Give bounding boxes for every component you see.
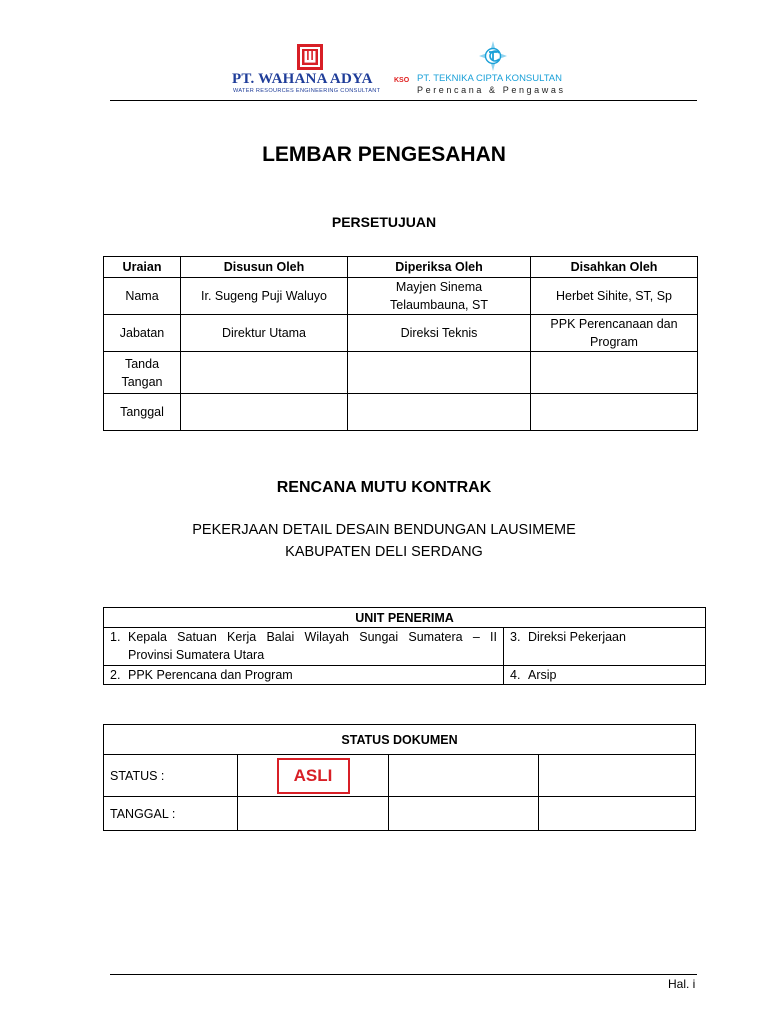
item-number: 4. — [510, 668, 521, 682]
item-text: Provinsi Sumatera Utara — [128, 648, 265, 662]
table-header-row — [104, 725, 696, 755]
row-label: Tanda Tangan — [104, 352, 181, 394]
approval-table — [103, 256, 698, 431]
table-cell: Ir. Sugeng Puji Waluyo — [181, 278, 348, 315]
wahana-w-icon — [296, 43, 324, 71]
status-header: STATUS DOKUMEN — [104, 725, 696, 755]
teknika-tc-icon — [476, 40, 510, 72]
table-row — [104, 755, 696, 797]
document-title: LEMBAR PENGESAHAN — [262, 143, 506, 166]
item-text: Arsip — [528, 668, 557, 682]
company2-name: PT. TEKNIKA CIPTA KONSULTAN — [417, 73, 563, 84]
status-table — [103, 724, 696, 831]
project-name-line2: KABUPATEN DELI SERDANG — [285, 544, 483, 560]
table-cell: Herbet Sihite, ST, Sp — [531, 278, 698, 315]
column-header: Disahkan Oleh — [531, 257, 698, 278]
date-cell — [181, 394, 348, 431]
list-item — [104, 666, 504, 685]
row-label: Tanggal — [104, 394, 181, 431]
item-number: 2. — [110, 668, 121, 682]
item-text: Direksi Pekerjaan — [528, 630, 626, 644]
table-cell — [539, 797, 696, 831]
page-number: Hal. i — [668, 977, 696, 991]
table-cell: Direksi Teknis — [348, 315, 531, 352]
project-name-line1: PEKERJAAN DETAIL DESAIN BENDUNGAN LAUSIMEME — [192, 522, 576, 538]
plan-title: RENCANA MUTU KONTRAK — [276, 479, 492, 496]
item-number: 3. — [510, 630, 521, 644]
signature-cell — [181, 352, 348, 394]
table-row — [104, 394, 698, 431]
row-label: Nama — [104, 278, 181, 315]
table-row — [104, 278, 698, 315]
item-text: PPK Perencana dan Program — [128, 668, 293, 682]
table-cell: Mayjen Sinema Telaumbauna, ST — [348, 278, 531, 315]
date-cell — [348, 394, 531, 431]
table-row — [104, 315, 698, 352]
status-label: STATUS : — [104, 755, 238, 797]
table-cell — [539, 755, 696, 797]
date-cell — [531, 394, 698, 431]
table-row — [104, 352, 698, 394]
date-label: TANGGAL : — [104, 797, 238, 831]
column-header: Diperiksa Oleh — [348, 257, 531, 278]
status-stamp: ASLI — [277, 758, 350, 794]
table-cell — [389, 755, 539, 797]
company2-tagline: Perencana & Pengawas — [417, 85, 566, 95]
table-cell — [389, 797, 539, 831]
recipients-header: UNIT PENERIMA — [104, 608, 706, 628]
recipients-table — [103, 607, 706, 685]
header-divider — [110, 100, 697, 101]
footer-divider — [110, 974, 697, 975]
column-header: Uraian — [104, 257, 181, 278]
table-header-row — [104, 608, 706, 628]
signature-cell — [348, 352, 531, 394]
signature-cell — [531, 352, 698, 394]
company1-name: PT. WAHANA ADYA — [232, 71, 373, 87]
table-cell: PPK Perencanaan dan Program — [531, 315, 698, 352]
item-number: 1. — [110, 630, 121, 644]
table-cell: Direktur Utama — [181, 315, 348, 352]
list-item — [504, 628, 706, 666]
list-item — [104, 628, 504, 666]
letterhead — [232, 40, 572, 98]
table-cell — [238, 797, 389, 831]
list-item — [504, 666, 706, 685]
column-header: Disusun Oleh — [181, 257, 348, 278]
joint-label: KSO — [394, 77, 410, 84]
table-header-row — [104, 257, 698, 278]
status-stamp-cell — [238, 755, 389, 797]
company1-tagline: WATER RESOURCES ENGINEERING CONSULTANT — [233, 88, 381, 94]
approval-section-title: PERSETUJUAN — [331, 214, 437, 230]
table-row — [104, 666, 706, 685]
row-label: Jabatan — [104, 315, 181, 352]
table-row — [104, 628, 706, 666]
table-row — [104, 797, 696, 831]
item-text: Kepala Satuan Kerja Balai Wilayah Sungai Sumatera – II — [128, 630, 497, 644]
